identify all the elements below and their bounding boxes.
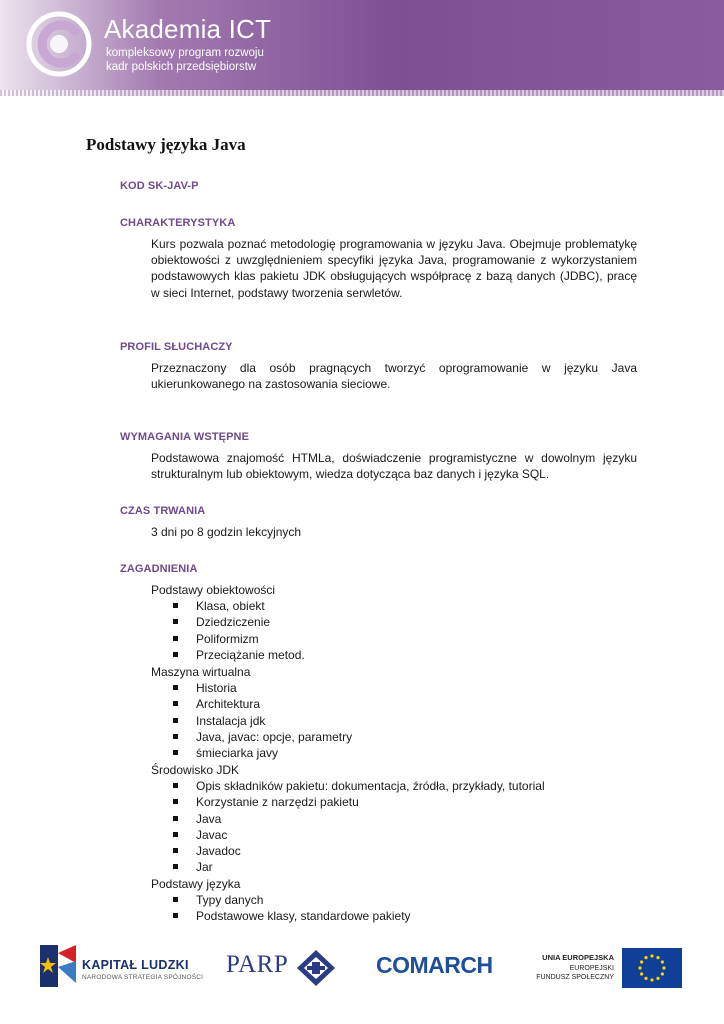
bullet-icon — [173, 619, 178, 624]
logo-subtitle — [106, 46, 264, 74]
section-heading-topics: ZAGADNIENIA — [120, 563, 198, 575]
bullet-icon — [173, 864, 178, 869]
eu-label-line-2: EUROPEJSKI — [569, 964, 614, 972]
kapital-ludzki-logo-icon — [38, 943, 78, 989]
bullet-icon — [173, 897, 178, 902]
topic-list-item: Korzystanie z narzędzi pakietu — [173, 795, 359, 809]
bullet-icon — [173, 701, 178, 706]
topic-list-item: Java, javac: opcje, parametry — [173, 730, 352, 744]
bullet-icon — [173, 734, 178, 739]
bullet-icon — [173, 652, 178, 657]
bullet-icon — [173, 783, 178, 788]
kapital-ludzki-text — [82, 958, 203, 981]
parp-logo-icon — [295, 948, 337, 988]
topic-list-item: Dziedziczenie — [173, 615, 270, 629]
footer-logos — [0, 938, 724, 1024]
topic-list-item: Javac — [173, 828, 227, 842]
topic-list-item: Jar — [173, 860, 213, 874]
profile-text: Przeznaczony dla osób pragnących tworzyć oprogramowanie w języku Java ukierunkowanego na zastosowania sieciowe. — [151, 361, 637, 392]
topic-list-item: Opis składników pakietu: dokumentacja, źródła, przykłady, tutorial — [173, 779, 545, 793]
section-heading-profile: PROFIL SŁUCHACZY — [120, 341, 233, 353]
bullet-icon — [173, 750, 178, 755]
topic-list-item: Java — [173, 812, 221, 826]
parp-logo-text: PARP — [226, 951, 289, 978]
eu-label-line-3: FUNDUSZ SPOŁECZNY — [536, 974, 614, 981]
header-banner — [0, 0, 724, 96]
topic-group-title: Maszyna wirtualna — [151, 665, 251, 679]
bullet-icon — [173, 685, 178, 690]
bullet-icon — [173, 913, 178, 918]
topic-list-item: Historia — [173, 681, 237, 695]
topic-list-item: Instalacja jdk — [173, 714, 265, 728]
topic-list-item: śmieciarka javy — [173, 746, 278, 760]
topic-list-item: Przeciążanie metod. — [173, 648, 305, 662]
course-code: KOD SK-JAV-P — [120, 180, 199, 192]
bullet-icon — [173, 603, 178, 608]
topic-list-item: Typy danych — [173, 893, 263, 907]
bullet-icon — [173, 848, 178, 853]
bullet-icon — [173, 816, 178, 821]
topic-list-item: Poliformizm — [173, 632, 259, 646]
topic-group-title: Środowisko JDK — [151, 763, 240, 777]
bullet-icon — [173, 832, 178, 837]
eu-label — [520, 953, 614, 983]
eu-flag-icon — [622, 948, 682, 988]
logo-title: Akademia ICT — [104, 14, 272, 44]
section-heading-duration: CZAS TRWANIA — [120, 505, 206, 517]
duration-text: 3 dni po 8 godzin lekcyjnych — [151, 525, 302, 539]
topic-group-title: Podstawy obiektowości — [151, 583, 276, 597]
comarch-logo: COMARCH — [376, 952, 493, 978]
kapital-ludzki-subtitle: NARODOWA STRATEGIA SPÓJNOŚCI — [82, 974, 204, 981]
topic-group-title: Podstawy języka — [151, 877, 241, 891]
section-heading-requirements: WYMAGANIA WSTĘPNE — [120, 431, 250, 443]
logo-subtitle-line-1: kompleksowy program rozwoju — [106, 47, 264, 59]
topic-list-item: Javadoc — [173, 844, 241, 858]
topic-list-item: Klasa, obiekt — [173, 599, 265, 613]
section-heading-characteristics: CHARAKTERYSTYKA — [120, 217, 236, 229]
topic-list-item: Architektura — [173, 697, 260, 711]
document-title: Podstawy języka Java — [86, 135, 246, 154]
logo-subtitle-line-2: kadr polskich przedsiębiorstw — [106, 61, 257, 73]
requirements-text: Podstawowa znajomość HTMLa, doświadczenie programistyczne w dowolnym języku strukturalnym lub obiektowym, wiedza dotycząca baz danych i języka SQL. — [151, 451, 637, 482]
bullet-icon — [173, 718, 178, 723]
akademia-logo-icon — [26, 11, 92, 77]
bullet-icon — [173, 636, 178, 641]
bullet-icon — [173, 799, 178, 804]
characteristics-text: Kurs pozwala poznać metodologię programowania w języku Java. Obejmuje problematykę obiektowości z uwzględnieniem specyfiki języka Java, programowanie z wykorzystaniem podstawowych klas pakietu JDK obsługujących współpracę z bazą danych (JDBC), pracę w sieci Internet, podstawy tworzenia serwletów. — [151, 237, 637, 300]
topic-list-item: Podstawowe klasy, standardowe pakiety — [173, 909, 411, 923]
eu-label-line-1: UNIA EUROPEJSKA — [542, 953, 614, 962]
kapital-ludzki-title: KAPITAŁ LUDZKI — [82, 958, 189, 972]
